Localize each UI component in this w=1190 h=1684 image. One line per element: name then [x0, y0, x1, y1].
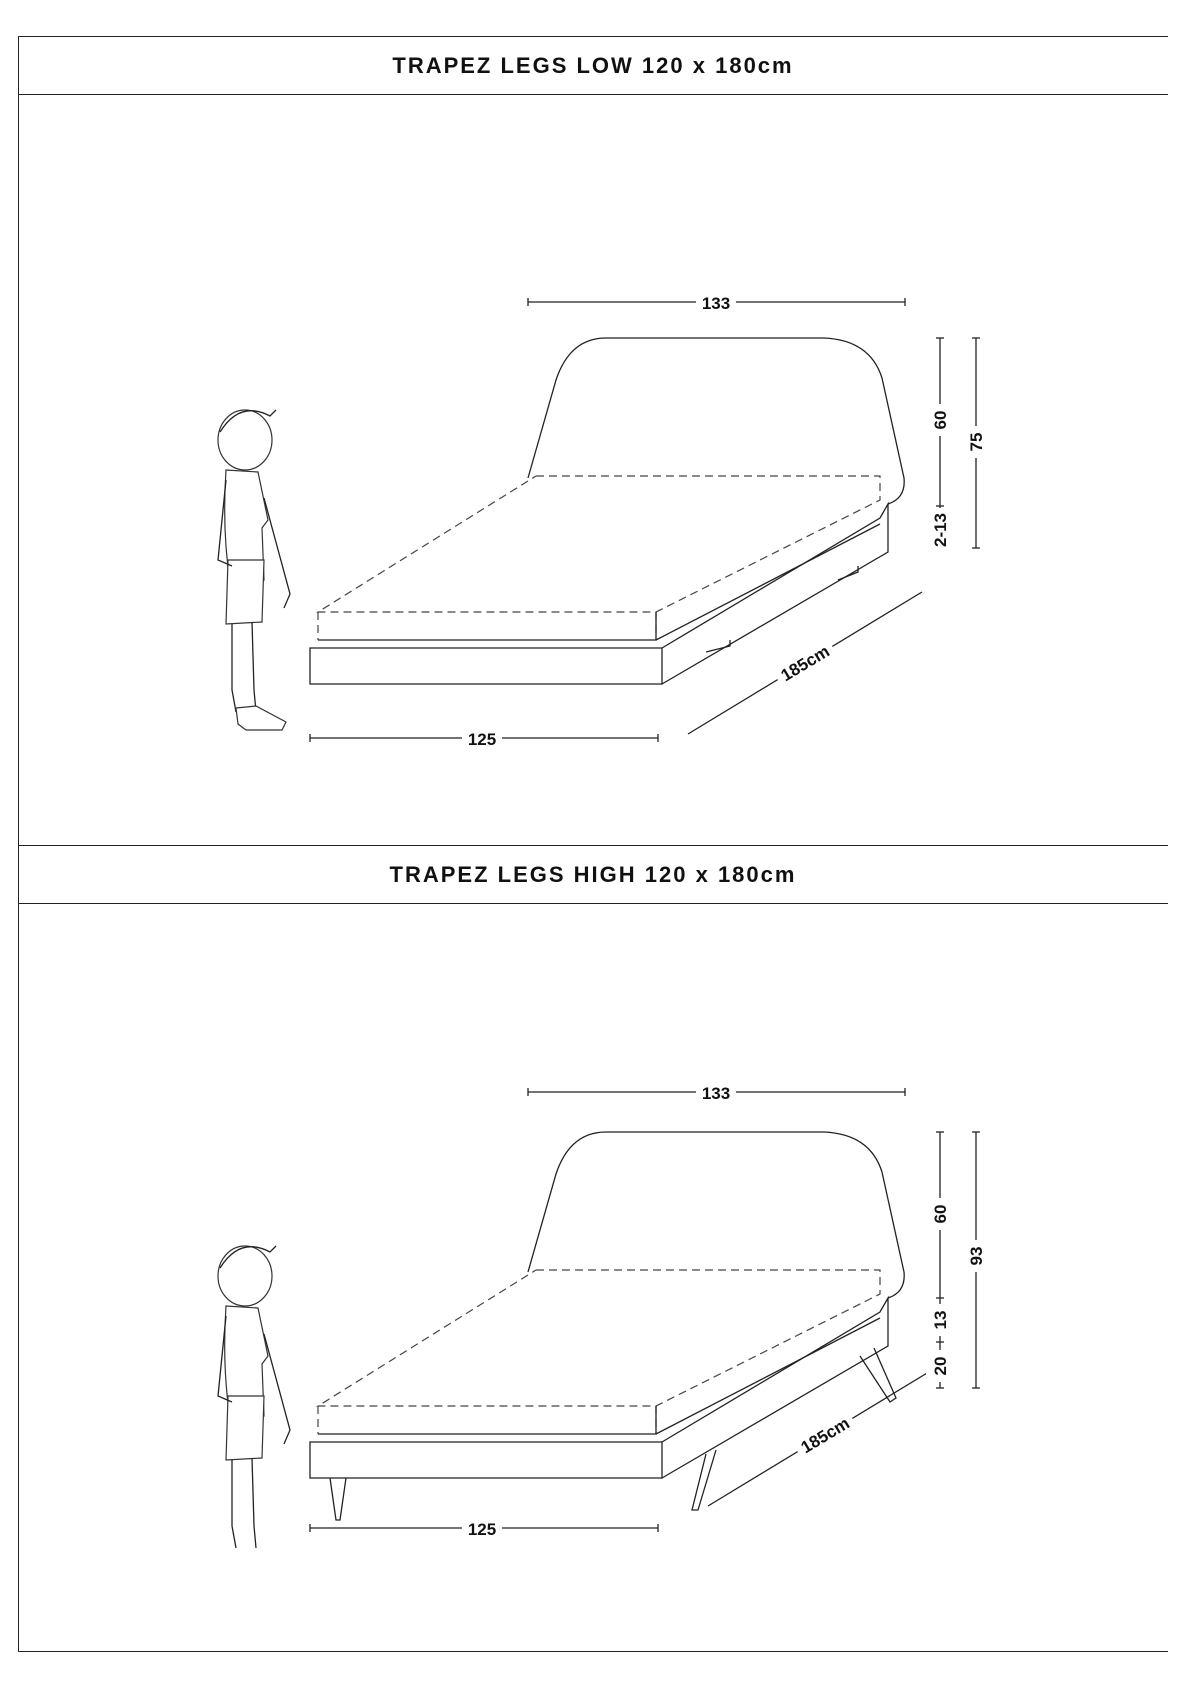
- dim-leg-height: 20: [931, 1356, 950, 1376]
- dim-headboard-width: 133: [701, 1084, 731, 1103]
- dim-headboard-width: 133: [701, 294, 731, 313]
- section-title-low: TRAPEZ LEGS LOW 120 x 180cm: [392, 53, 794, 78]
- bed-diagram-high: [0, 790, 1190, 1550]
- dim-length: 185cm: [777, 641, 833, 686]
- dim-front-width: 125: [467, 730, 497, 749]
- dim-total-height: 93: [967, 1246, 986, 1266]
- rule-bottom: [18, 1651, 1168, 1652]
- dim-headboard-height: 60: [931, 1204, 950, 1224]
- dim-frame-height: 13: [931, 1310, 950, 1330]
- dim-front-width: 125: [467, 1520, 497, 1539]
- child-figure: [218, 1246, 290, 1548]
- section-title-high: TRAPEZ LEGS HIGH 120 x 180cm: [389, 862, 797, 887]
- bed-diagram-low: [0, 0, 1190, 760]
- dim-frame-height: 2-13: [931, 512, 950, 548]
- child-figure: [218, 410, 290, 730]
- dim-total-height: 75: [967, 432, 986, 452]
- dim-headboard-height: 60: [931, 410, 950, 430]
- dim-length: 185cm: [797, 1413, 853, 1458]
